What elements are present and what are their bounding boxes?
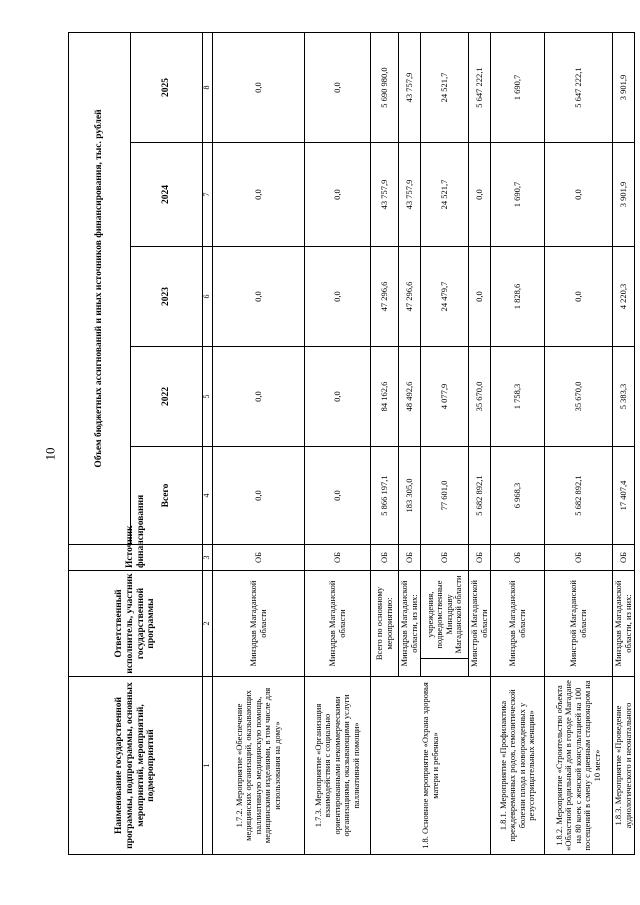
row-source: ОБ [491, 545, 545, 571]
header-executor: Ответственный исполнитель, участник государственной программы [69, 571, 203, 677]
header-2022: 2022 [131, 347, 203, 447]
row-value: 0,0 [545, 143, 613, 247]
row-value: 17 407,4 [613, 447, 635, 545]
row-value: 0,0 [213, 247, 305, 347]
col-number: 2 [203, 571, 213, 677]
row-value: 1 758,3 [491, 347, 545, 447]
row-name: 1.8.3. Мероприятие «Проведение аудиологического и неонатального [613, 677, 635, 855]
row-value: 35 670,0 [469, 347, 491, 447]
header-2024: 2024 [131, 143, 203, 247]
row-name: 1.8. Основное мероприятие «Охрана здоровья матери и ребенка» [371, 677, 491, 855]
row-value: 3 901,9 [613, 143, 635, 247]
row-value: 1 690,7 [491, 32, 545, 142]
row-executor: Минздрав Магаданской области, из них: [613, 571, 635, 677]
row-value: 0,0 [469, 247, 491, 347]
row-value: 47 296,6 [399, 247, 421, 347]
page-number: 10 [42, 447, 58, 461]
row-name: 1.7.3. Мероприятие «Организация взаимодействия с социально ориентированными некоммерческими организациями, оказывающими услуги паллиативной помощи» [305, 677, 371, 855]
row-source: ОБ [469, 545, 491, 571]
header-source: Источник финансирования [69, 545, 203, 571]
row-executor: Минздрав Магаданской области, из них: [399, 571, 421, 677]
row-value: 6 968,3 [491, 447, 545, 545]
row-value: 1 690,7 [491, 143, 545, 247]
row-value: 5 690 980,0 [371, 32, 399, 142]
row-value: 43 757,9 [399, 143, 421, 247]
row-value: 5 682 892,1 [545, 447, 613, 545]
row-value: 1 828,6 [491, 247, 545, 347]
row-executor: Всего по основному мероприятию: [371, 571, 399, 677]
row-executor: Минздрав Магаданской области [491, 571, 545, 677]
row-value: 5 647 222,1 [469, 32, 491, 142]
row-source: ОБ [613, 545, 635, 571]
row-value: 5 647 222,1 [545, 32, 613, 142]
row-source: ОБ [399, 545, 421, 571]
row-executor: Минздрав Магаданской области [213, 571, 305, 677]
row-value: 48 492,6 [399, 347, 421, 447]
table-row [545, 32, 613, 854]
row-executor: Минздрав Магаданской области [305, 571, 371, 677]
row-value: 5 682 892,1 [469, 447, 491, 545]
row-value: 5 866 197,1 [371, 447, 399, 545]
funding-table [68, 32, 635, 855]
row-value: 0,0 [305, 143, 371, 247]
col-number: 6 [203, 247, 213, 347]
table-row [371, 32, 399, 854]
col-number: 3 [203, 545, 213, 571]
row-value: 43 757,9 [371, 143, 399, 247]
row-value: 5 383,3 [613, 347, 635, 447]
row-value: 84 162,6 [371, 347, 399, 447]
row-value: 0,0 [213, 447, 305, 545]
header-2023: 2023 [131, 247, 203, 347]
row-value: 183 305,0 [399, 447, 421, 545]
rotated-table-container [68, 33, 633, 855]
row-executor: учреждения, подведомственные Минздраву Магаданской области [421, 571, 469, 659]
row-value: 24 479,7 [421, 247, 469, 347]
row-value: 24 521,7 [421, 32, 469, 142]
row-value: 0,0 [213, 347, 305, 447]
row-source: ОБ [213, 545, 305, 571]
row-value: 0,0 [213, 143, 305, 247]
table-row [213, 32, 305, 854]
header-funding: Объем бюджетных ассигнований и иных источников финансирования, тыс. рублей [69, 32, 131, 544]
row-executor: Минстрой Магаданской области [469, 571, 491, 677]
row-value: 3 901,9 [613, 32, 635, 142]
row-name: 1.8.1. Мероприятие «Профилактика преждевременных родов, гемолитической болезни плода и новорожденных у резусотрицательных женщин» [491, 677, 545, 855]
row-name: 1.7.2. Мероприятие «Обеспечение медицинских организаций, оказывающих паллиативную медицинскую помощь, медицинскими изделиями, в том числе для использования на дому» [213, 677, 305, 855]
header-total: Всего [131, 447, 203, 545]
row-value: 43 757,9 [399, 32, 421, 142]
row-value: 0,0 [305, 247, 371, 347]
indent-cell [421, 659, 469, 677]
row-source: ОБ [421, 545, 469, 571]
header-2025: 2025 [131, 32, 203, 142]
row-value: 0,0 [305, 347, 371, 447]
header-name: Наименование государственной программы, подпрограммы, основных мероприятий, мероприятий, подмероприятий [69, 677, 203, 855]
row-value: 77 601,0 [421, 447, 469, 545]
row-value: 0,0 [469, 143, 491, 247]
row-source: ОБ [545, 545, 613, 571]
table-row [491, 32, 545, 854]
table-row [305, 32, 371, 854]
row-executor: Минстрой Магаданской области [545, 571, 613, 677]
row-value: 24 521,7 [421, 143, 469, 247]
row-value: 0,0 [305, 32, 371, 142]
row-value: 47 296,6 [371, 247, 399, 347]
row-value: 4 077,9 [421, 347, 469, 447]
row-value: 4 220,3 [613, 247, 635, 347]
col-number: 4 [203, 447, 213, 545]
row-source: ОБ [305, 545, 371, 571]
row-value: 35 670,0 [545, 347, 613, 447]
row-value: 0,0 [305, 447, 371, 545]
col-number: 5 [203, 347, 213, 447]
row-value: 0,0 [213, 32, 305, 142]
col-number: 7 [203, 143, 213, 247]
table-row [613, 32, 635, 854]
row-name: 1.8.2. Мероприятие «Строительство объекта «Областной родильный дом в городе Магадане на 80 коек с женской консультацией на 100 посещений в смену с дневным стационаром на 10 мест» [545, 677, 613, 855]
row-source: ОБ [371, 545, 399, 571]
row-value: 0,0 [545, 247, 613, 347]
col-number: 8 [203, 32, 213, 142]
col-number: 1 [203, 677, 213, 855]
